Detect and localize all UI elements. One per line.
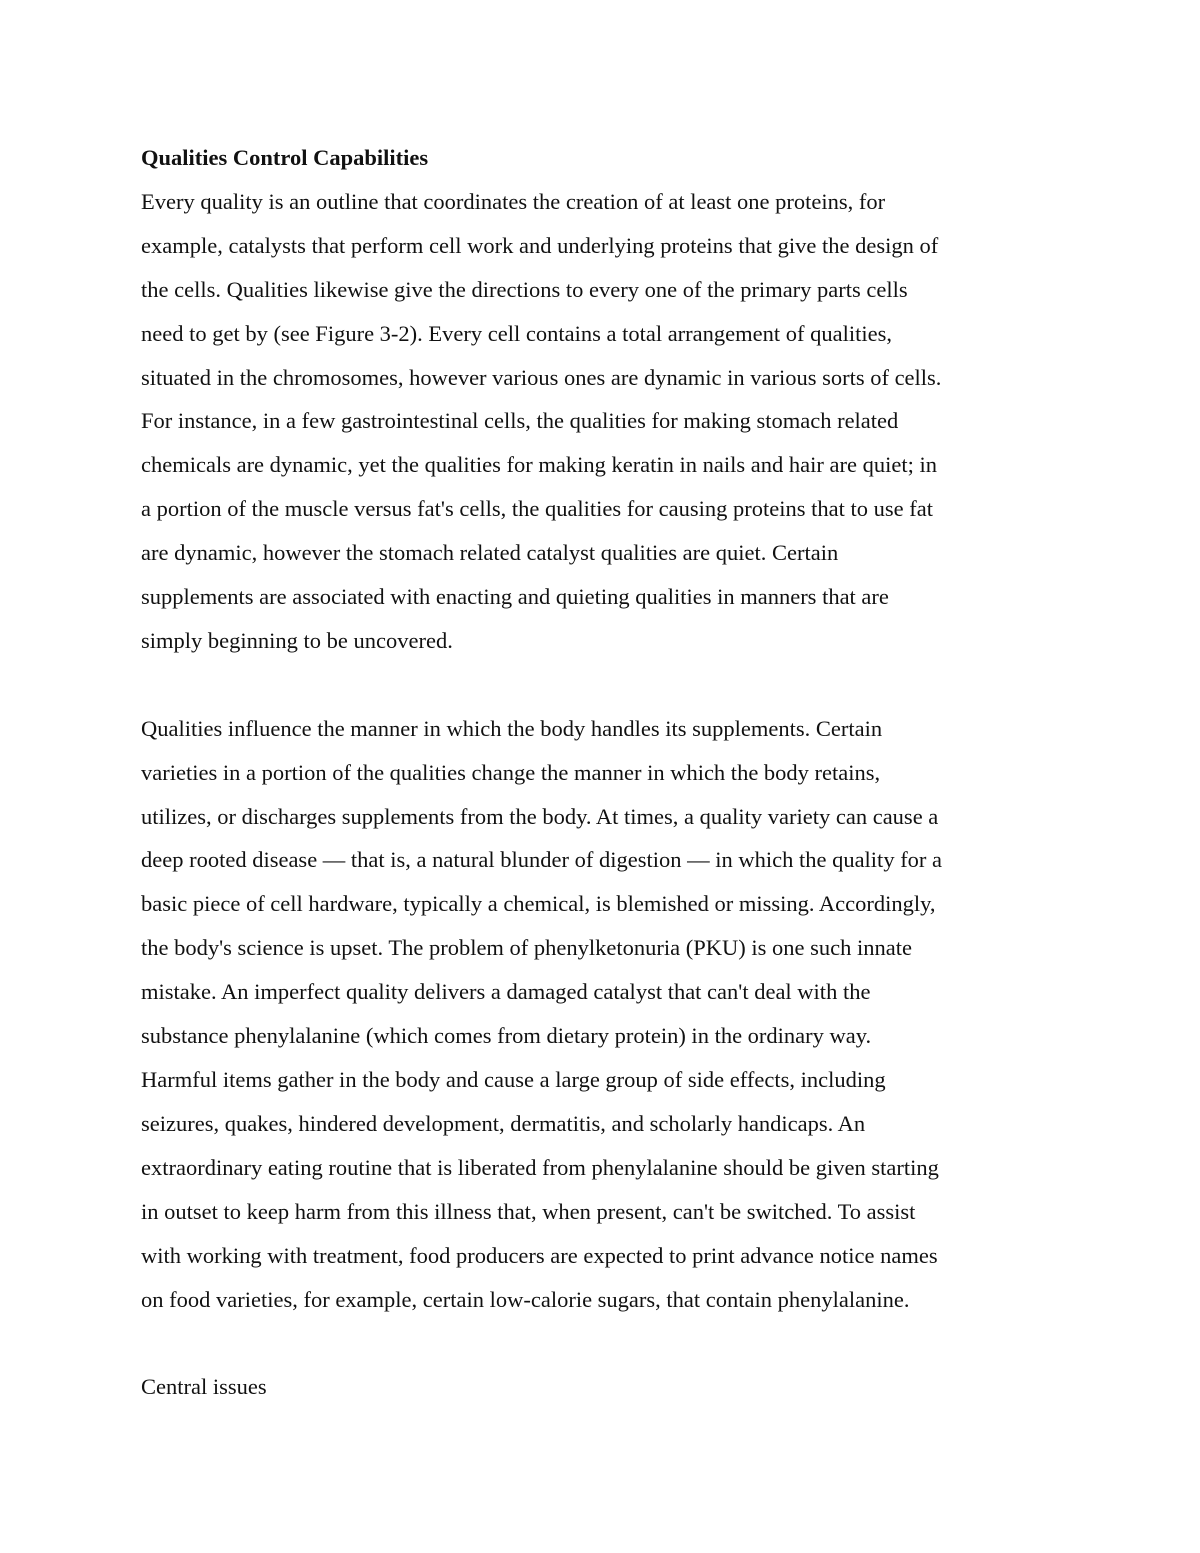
text-line: on food varieties, for example, certain low-calorie sugars, that contain phenylalanine. [141,1286,910,1312]
paragraph-spacer [141,1321,1061,1365]
text-line: in outset to keep harm from this illness that, when present, can't be switched. To assist [141,1198,916,1224]
text-line: Every quality is an outline that coordinates the creation of at least one proteins, for [141,188,886,214]
document-body [141,136,1061,1409]
text-line: seizures, quakes, hindered development, dermatitis, and scholarly handicaps. An [141,1110,866,1136]
text-line: the cells. Qualities likewise give the directions to every one of the primary parts cells [141,276,908,302]
text-line: with working with treatment, food producers are expected to print advance notice names [141,1242,938,1268]
text-line: are dynamic, however the stomach related catalyst qualities are quiet. Certain [141,540,839,566]
text-line: mistake. An imperfect quality delivers a damaged catalyst that can't deal with the [141,979,871,1005]
text-line: varieties in a portion of the qualities change the manner in which the body retains, [141,759,881,785]
subsection-title: Central issues [141,1374,267,1400]
paragraph-spacer [141,663,1061,707]
text-line: utilizes, or discharges supplements from the body. At times, a quality variety can cause a [141,803,939,829]
text-line: substance phenylalanine (which comes from dietary protein) in the ordinary way. [141,1023,872,1049]
section-title: Qualities Control Capabilities [141,145,429,170]
paragraph-1 [141,180,1061,663]
text-line: situated in the chromosomes, however various ones are dynamic in various sorts of cells. [141,364,942,390]
text-line: supplements are associated with enacting and quieting qualities in manners that are [141,584,889,610]
text-line: For instance, in a few gastrointestinal cells, the qualities for making stomach related [141,408,899,434]
text-line: basic piece of cell hardware, typically a chemical, is blemished or missing. Accordingly, [141,891,936,917]
text-line: simply beginning to be uncovered. [141,627,453,653]
text-line: Qualities influence the manner in which the body handles its supplements. Certain [141,715,883,741]
paragraph-2 [141,707,1061,1322]
text-line: extraordinary eating routine that is liberated from phenylalanine should be given starting [141,1154,939,1180]
text-line: a portion of the muscle versus fat's cells, the qualities for causing proteins that to use fat [141,496,933,522]
text-line: chemicals are dynamic, yet the qualities for making keratin in nails and hair are quiet; in [141,452,937,478]
text-line: Harmful items gather in the body and cause a large group of side effects, including [141,1067,886,1093]
text-line: need to get by (see Figure 3-2). Every cell contains a total arrangement of qualities, [141,320,892,346]
text-line: example, catalysts that perform cell work and underlying proteins that give the design of [141,232,939,258]
text-line: the body's science is upset. The problem of phenylketonuria (PKU) is one such innate [141,935,912,961]
text-line: deep rooted disease — that is, a natural blunder of digestion — in which the quality for a [141,847,943,873]
